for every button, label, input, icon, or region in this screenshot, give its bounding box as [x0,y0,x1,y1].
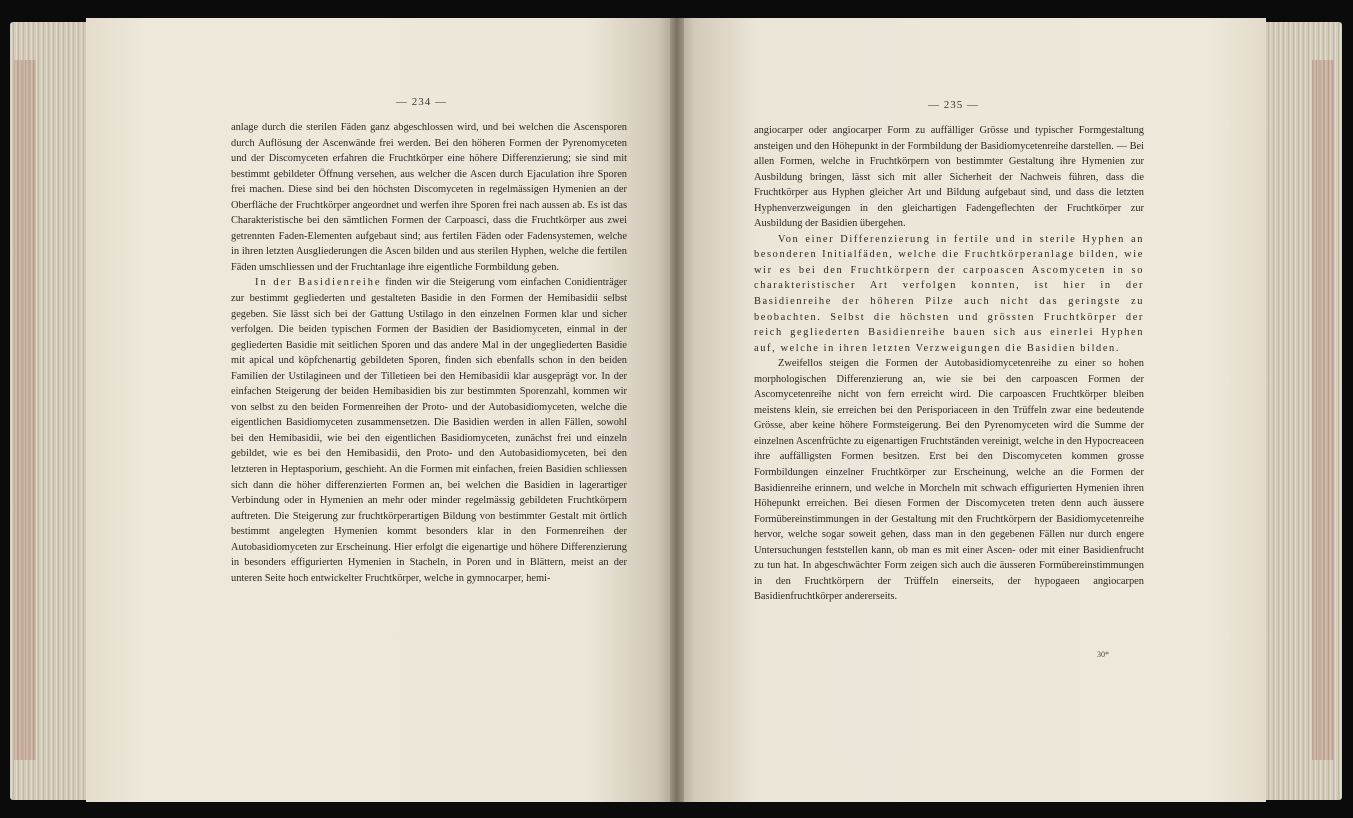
right-paragraph-2-spaced: Von einer Differenzierung in fertile und in sterile Hyphen an besonderen Initialfäden, welche die Fruchtkörperanlage bilden, wie wir es bei den Fruchtkörpern der carpoascen Ascomyceten in so charakteristischer Art verfolgen konnten, ist hier in der Basidienreihe der höheren Pilze auch nicht das geringste zu beobachten. Selbst die höchsten und grössten Fruchtkörper der reich gegliederten Basidienreihe bauen sich aus einerlei Hyphen auf, welche in ihren letzten Verzweigungen die Basidien bilden. [754,233,1144,354]
right-paragraph-1: angiocarper oder angiocarper Form zu auffälliger Grösse und typischer Formgestaltung ansteigen und den Höhepunkt in der Formbildung der Basidiomycetenreihe darstellen. — Bei allen Formen, welche in Fruchtkörpern von bestimmter Gestaltung ihre Hymenien zur Ausbildung bringen, lässt sich mit aller Sicherheit der Nachweis führen, dass die Fruchtkörper aus Hyphen gleicher Art und Bildung aufgebaut sind, und dass die letzten Hyphenverzweigungen in den gleichartigen Fadengeflechten der Fruchtkörper zur Ausbildung der Basidien übergehen. [754,125,1144,230]
left-page-number: — 234 — [396,96,447,108]
left-paragraph-2 [231,275,627,586]
left-red-edge-stain [14,60,36,760]
left-paragraph-1: anlage durch die sterilen Fäden ganz abgeschlossen wird, und bei welchen die Ascensporen durch Auflösung der Ascenwände frei werden. Bei den höheren Formen der Pyrenomyceten und der Discomyceten erfahren die Fruchtkörper eine höhere Differenzierung; sie sind mit bestimmt gebildeter Öffnung versehen, aus welcher die Ascen durch Ejaculation ihre Sporen frei machen. Diese sind bei den höchsten Discomyceten in regelmässigen Hymenien an der Oberfläche der Fruchtkörper angeordnet und werfen ihre Sporen frei nach aussen ab. Es ist das Charakteristische bei den sämtlichen Formen der Carpoasci, dass die Fruchtkörper aus zwei getrennten Faden-Elementen aufgebaut sind; aus fertilen Fäden oder Fadensystemen, welche in ihren letzten Ausgliederungen die Ascen bilden und aus sterilen Hyphen, welche die fertilen Fäden umschliessen und der Fruchtanlage ihre eigentliche Formbildung geben. [231,122,627,273]
left-paragraph-2-body: finden wir die Steigerung vom einfachen Conidienträger zur bestimmt gegliederten und gestalteten Basidie in den Formen der Hemibasidii selbst gegeben. Sie lässt sich bei der Gattung Ustilago in den einzelnen Formen klar und sicher verfolgen. Die beiden typischen Formen der Basidien der Basidiomyceten, einmal in der gegliederten Basidie mit seitlichen Sporen und das andere Mal in der ungegliederten Basidie mit apical und köpfchenartig gebildeten Sporen, finden sich ebenfalls schon in den beiden Familien der Ustilagineen und der Tilletieen bei den Hemibasidii klar ausgeprägt vor. In der einfachen Steigerung der beiden Hemibasidien bis zur bestimmten Sporenzahl, kommen wir von selbst zu den beiden Formenreihen der Proto- und der Autobasidiomyceten, welche die eigentlichen Basidiomyceten zusammensetzen. Die Basidien werden in allen Fällen, sowohl bei den Hemibasidii, wie bei den eigentlichen Basidiomyceten, zunächst frei und einzeln gebildet, wie es bei den Hemibasidii, den Proto- und den Autobasidiomyceten, bei den letzteren in Heptasporium, geschieht. An die Formen mit einfachen, freien Basidien schliessen sich dann die höher differenzierten Formen an, bei welchen die Basidien in lagerartiger Verbindung oder in Hymenien an mehr oder minder regelmässig gebildeten Fruchtkörpern auftreten. Die Steigerung zur fruchtkörperartigen Bildung von bestimmter Gestalt mit örtlich bestimmt angelegten Hymenien kommt besonders klar in den Formenreihen der Autobasidiomyceten zur Erscheinung. Hier erfolgt die eigenartige und höhere Differenzierung in besonders effigurierten Hymenien in Stacheln, in Poren und in Blättern, meist an der unteren Seite hoch entwickelter Fruchtkörper, welche in gymnocarper, hemi- [231,277,627,584]
right-page-body [754,123,1144,605]
right-page-number: — 235 — [928,99,979,111]
left-paragraph-2-lead: In der Basidienreihe [255,277,382,289]
signature-mark: 30* [1097,650,1109,659]
right-red-edge-stain [1312,60,1334,760]
book-gutter [670,18,684,802]
left-page-body [231,120,627,586]
right-paragraph-3: Zweifellos steigen die Formen der Autobasidiomycetenreihe zu einer so hohen morphologischen Differenzierung an, wie sie bei den carpoascen Formen der Ascomycetenreihe nicht von fern erreicht wird. Die carpoascen Fruchtkörper bleiben meistens klein, sie erreichen bei den Perisporiaceen in den Trüffeln zwar eine bedeutende Grösse, aber keine höhere Formsteigerung. Bei den Pyrenomyceten wird die Summe der einzelnen Ascenfrüchte zu eigenartigen Fruchtständen vereinigt, welche in den Hypocreaceen ihre auffälligsten Formen besitzen. Erst bei den Discomyceten kommen grosse Formbildungen einzelner Fruchtkörper zur Erscheinung, welche an die Formen der Basidienreihe erinnern, und welche in Morcheln mit schwach effigurierten Hymenien ihren Höhepunkt erreichen. Bei diesen Formen der Discomyceten treten denn auch äussere Formübereinstimmungen in der Gestaltung mit den Fruchtkörpern der Basidiomycetenreihe hervor, welche sogar soweit gehen, dass man in den gegebenen Fällen nur durch engere Untersuchungen feststellen kann, ob man es mit einer Ascen- oder mit einer Basidienfrucht zu tun hat. In abgeschwächter Form zeigen sich auch die äusseren Formübereinstimmungen in den Fruchtkörpern der Trüffeln einerseits, der hypogaeen angiocarpen Basidienfruchtkörper andererseits. [754,358,1144,603]
